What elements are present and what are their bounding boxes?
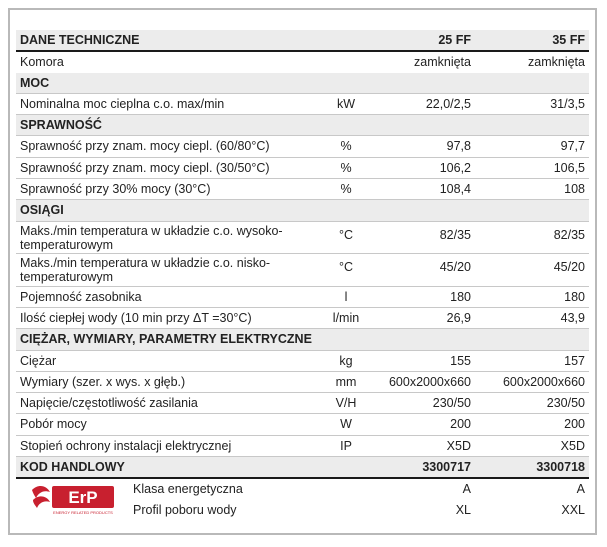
row-value-25ff: 108,4 (439, 182, 471, 197)
table-row (16, 372, 589, 393)
row-value-35ff: 600x2000x660 (502, 374, 585, 389)
table-row (16, 436, 589, 457)
row-label: Ilość ciepłej wody (10 min przy ΔT =30°C) (20, 310, 252, 325)
kod-handlowy-row (16, 457, 589, 479)
table-row (16, 351, 589, 372)
row-label: Ciężar (20, 353, 57, 368)
row-value-25ff: 600x2000x660 (388, 374, 471, 389)
row-value-25ff: 45/20 (439, 260, 471, 275)
row-label: Profil poboru wody (133, 502, 237, 517)
table-row (16, 287, 589, 308)
row-value-35ff: 43,9 (560, 310, 585, 325)
row-value-25ff: 230/50 (432, 396, 471, 411)
erp-block (16, 479, 589, 520)
kod-value-25ff: 3300717 (422, 460, 471, 475)
row-value-25ff: 155 (450, 353, 471, 368)
row-value-35ff: zamknięta (528, 55, 585, 70)
section-heading-sprawnosc (16, 115, 589, 136)
row-value-35ff: 108 (564, 182, 585, 197)
table-row (16, 393, 589, 414)
kod-value-35ff: 3300718 (536, 460, 585, 475)
row-value-25ff: A (462, 482, 471, 497)
section-title: SPRAWNOŚĆ (20, 118, 102, 133)
table-row (16, 308, 589, 329)
row-label: Pojemność zasobnika (20, 289, 142, 304)
model-25ff-heading: 25 FF (438, 33, 471, 47)
section-heading-ciezar (16, 329, 589, 350)
technical-data-table (16, 30, 589, 520)
row-value-35ff: 82/35 (553, 227, 585, 242)
table-header (16, 30, 589, 52)
table-row (16, 414, 589, 435)
row-label: Sprawność przy 30% mocy (30°C) (20, 182, 211, 197)
row-unit: °C (338, 260, 354, 275)
row-value-35ff: 180 (564, 289, 585, 304)
row-unit: IP (340, 438, 352, 453)
row-value-35ff: 45/20 (553, 260, 585, 275)
row-value-35ff: 157 (564, 353, 585, 368)
technical-data-panel (8, 8, 597, 535)
profil-poboru-wody-row (16, 500, 589, 520)
row-label: Sprawność przy znam. mocy ciepl. (60/80°C) (20, 139, 270, 154)
model-35ff-heading: 35 FF (552, 33, 585, 47)
row-unit: l (344, 289, 348, 304)
klasa-energetyczna-row (16, 479, 589, 499)
row-value-25ff: 82/35 (439, 227, 471, 242)
row-value-25ff: zamknięta (414, 55, 471, 70)
row-value-25ff: XL (455, 502, 471, 517)
row-value-35ff: 200 (564, 417, 585, 432)
row-label: Klasa energetyczna (133, 482, 243, 497)
row-value-35ff: XXL (561, 502, 585, 517)
row-value-25ff: 97,8 (446, 139, 471, 154)
row-value-25ff: 106,2 (439, 160, 471, 175)
row-value-35ff: 97,7 (560, 139, 585, 154)
row-value-35ff: 230/50 (546, 396, 585, 411)
row-value-35ff: A (576, 482, 585, 497)
table-row (16, 136, 589, 157)
kod-handlowy-label: KOD HANDLOWY (20, 460, 125, 475)
row-value-25ff: 200 (450, 417, 471, 432)
section-title: OSIĄGI (20, 203, 64, 218)
row-label: Komora (20, 55, 64, 70)
table-row (16, 179, 589, 200)
row-unit: mm (335, 374, 357, 389)
row-label: Nominalna moc cieplna c.o. max/min (20, 96, 225, 111)
row-label: Stopień ochrony instalacji elektrycznej (20, 438, 232, 453)
row-label: Sprawność przy znam. mocy ciepl. (30/50°C) (20, 160, 270, 175)
section-heading-moc (16, 73, 589, 94)
table-row (16, 94, 589, 115)
row-unit: % (340, 139, 352, 154)
row-unit: W (340, 417, 352, 432)
row-value-25ff: X5D (446, 438, 471, 453)
row-value-35ff: 31/3,5 (550, 96, 585, 111)
row-value-25ff: 22,0/2,5 (425, 96, 471, 111)
row-unit: % (340, 160, 352, 175)
row-label: Napięcie/częstotliwość zasilania (20, 396, 198, 411)
row-label: Wymiary (szer. x wys. x głęb.) (20, 374, 186, 389)
row-unit: V/H (335, 396, 357, 411)
erp-logo-subtext: ENERGY RELATED PRODUCTS (53, 510, 113, 516)
komora-row (16, 52, 589, 72)
section-title: MOC (20, 75, 50, 90)
row-unit: kg (339, 353, 353, 368)
table-title: DANE TECHNICZNE (20, 33, 140, 47)
table-row (16, 158, 589, 179)
row-value-35ff: 106,5 (553, 160, 585, 175)
section-heading-osiagi (16, 200, 589, 221)
section-title: CIĘŻAR, WYMIARY, PARAMETRY ELEKTRYCZNE (20, 332, 312, 347)
row-label: Pobór mocy (20, 417, 87, 432)
row-value-35ff: X5D (560, 438, 585, 453)
row-value-25ff: 180 (450, 289, 471, 304)
row-unit: kW (336, 96, 356, 111)
row-unit: % (340, 182, 352, 197)
row-unit: l/min (332, 310, 360, 325)
row-label: Maks./min temperatura w układzie c.o. nisko-temperaturowym (20, 256, 271, 285)
erp-logo-text: ErP (68, 488, 98, 508)
table-row (16, 254, 589, 287)
row-unit: °C (338, 227, 354, 242)
table-row (16, 222, 589, 255)
row-value-25ff: 26,9 (446, 310, 471, 325)
row-label: Maks./min temperatura w układzie c.o. wysoko-temperaturowym (20, 223, 283, 252)
